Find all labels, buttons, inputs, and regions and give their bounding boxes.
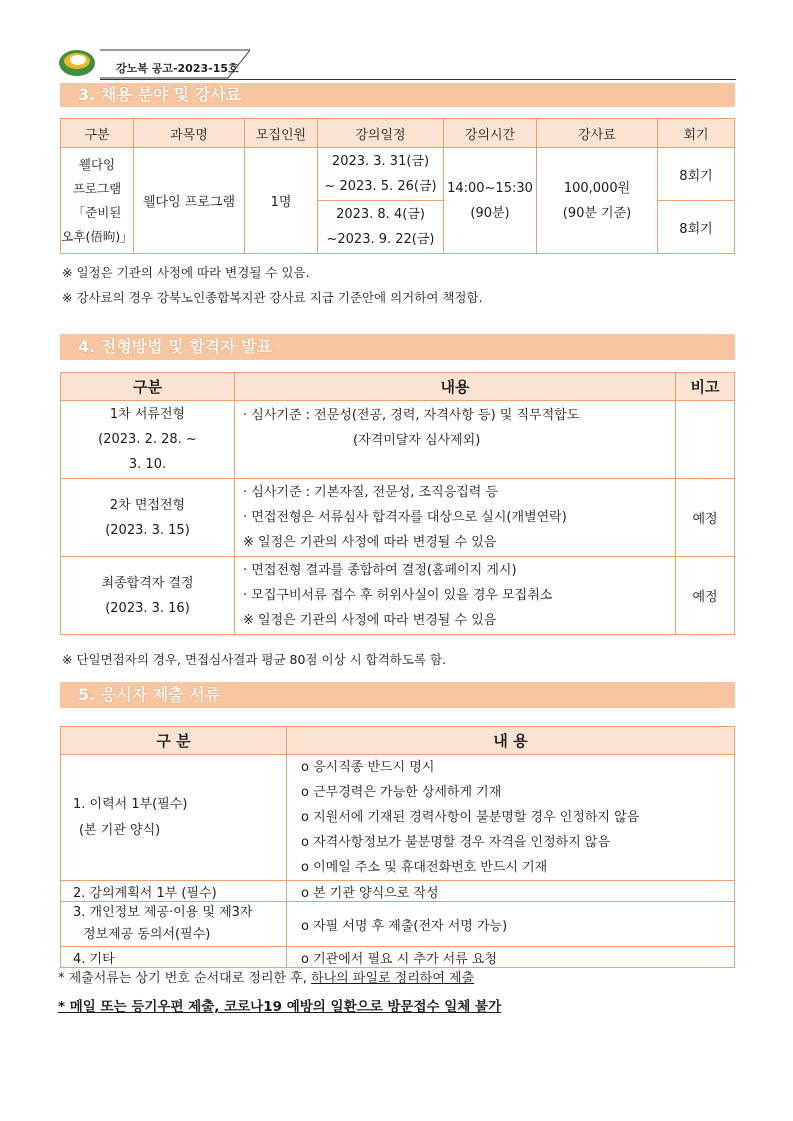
- schedule-cell: 2023. 3. 31(금) ~ 2023. 5. 26(금): [318, 148, 444, 201]
- fee-cell: 100,000원 (90분 기준): [537, 148, 658, 254]
- stage-cell: 최종합격자 결정 (2023. 3. 16): [61, 557, 235, 635]
- selection-table: [60, 372, 735, 635]
- category-cell: 웰다잉 프로그램 「준비된 오후(俉昫)」: [61, 148, 134, 254]
- section4-title-bar: [60, 334, 735, 360]
- col-header: 비고: [676, 373, 735, 401]
- remark-cell: 예정: [676, 557, 735, 635]
- col-header: 회기: [658, 119, 735, 148]
- section3-note: ※ 강사료의 경우 강북노인종합복지관 강사료 지급 기준안에 의거하여 책정함.: [62, 290, 483, 305]
- time-cell: 14:00~15:30 (90분): [444, 148, 537, 254]
- stage-cell: 1차 서류전형 (2023. 2. 28. ~ 3. 10.: [61, 401, 235, 479]
- documents-table: [60, 726, 735, 968]
- section3-title-bar: [60, 83, 735, 107]
- section5-note-underlined: 하나의 파일로 정리하여 제출: [311, 971, 475, 986]
- organization-logo: [57, 48, 97, 78]
- content-cell: · 심사기준 : 기본자질, 전문성, 조직응집력 등 · 면접전형은 서류심사 합격자를 대상으로 실시(개별연락) ※ 일정은 기관의 사정에 따라 변경될 수 있음: [235, 479, 676, 557]
- section4-note: ※ 단일면접자의 경우, 면접심사결과 평균 80점 이상 시 합격하도록 함.: [62, 652, 447, 667]
- section5-note-1: * 제출서류는 상기 번호 순서대로 정리한 후, 하나의 파일로 정리하여 제출: [58, 971, 475, 986]
- document-item-cell: 1. 이력서 1부(필수) (본 기관 양식): [61, 755, 287, 881]
- col-header: 구분: [61, 119, 134, 148]
- col-header: 강사료: [537, 119, 658, 148]
- col-header: 내 용: [287, 727, 735, 755]
- col-header: 강의일정: [318, 119, 444, 148]
- header-rule: [100, 79, 736, 80]
- content-cell: · 심사기준 : 전문성(전공, 경력, 자격사항 등) 및 직무적합도 (자격미달자 심사제외): [235, 401, 676, 479]
- col-header: 내용: [235, 373, 676, 401]
- document-item-cell: 2. 강의계획서 1부 (필수): [61, 881, 287, 902]
- recruitment-table: [60, 118, 735, 254]
- subject-cell: 웰다잉 프로그램: [134, 148, 245, 254]
- section4-title: 4. 전형방법 및 합격자 발표: [78, 337, 273, 356]
- col-header: 강의시간: [444, 119, 537, 148]
- remark-cell: [676, 401, 735, 479]
- stage-cell: 2차 면접전형 (2023. 3. 15): [61, 479, 235, 557]
- sessions-cell: 8회기: [658, 201, 735, 254]
- document-content-cell: o 기관에서 필요 시 추가 서류 요청: [287, 947, 735, 968]
- section3-note: ※ 일정은 기관의 사정에 따라 변경될 수 있음.: [62, 265, 310, 280]
- content-cell: · 면접전형 결과를 종합하여 결정(홈페이지 게시) · 모집구비서류 접수 후 허위사실이 있을 경우 모집취소 ※ 일정은 기관의 사정에 따라 변경될 수 있음: [235, 557, 676, 635]
- document-content-cell: o 자필 서명 후 제출(전자 서명 가능): [287, 902, 735, 947]
- document-item-cell: 4. 기타: [61, 947, 287, 968]
- sessions-cell: 8회기: [658, 148, 735, 201]
- col-header: 과목명: [134, 119, 245, 148]
- schedule-cell: 2023. 8. 4(금) ~2023. 9. 22(금): [318, 201, 444, 254]
- section5-note-2: * 메일 또는 등기우편 제출, 코로나19 예방의 일환으로 방문접수 일체 불가: [58, 999, 502, 1015]
- section3-title: 3. 채용 분야 및 강사료: [78, 85, 242, 104]
- document-content-cell: o 본 기관 양식으로 작성: [287, 881, 735, 902]
- col-header: 구분: [61, 373, 235, 401]
- document-content-cell: o 응시직종 반드시 명시 o 근무경력은 가능한 상세하게 기재 o 지원서에 기재된 경력사항이 불분명할 경우 인정하지 않음 o 자격사항정보가 불분명할 경우 자격을 인정하지 않음 o 이메일 주소 및 휴대전화번호 반드시 기재: [287, 755, 735, 881]
- col-header: 모집인원: [245, 119, 318, 148]
- count-cell: 1명: [245, 148, 318, 254]
- col-header: 구 분: [61, 727, 287, 755]
- document-item-cell: 3. 개인정보 제공·이용 및 제3자 정보제공 동의서(필수): [61, 902, 287, 947]
- section5-title-bar: [60, 682, 735, 708]
- remark-cell: 예정: [676, 479, 735, 557]
- notice-code: 강노복 공고-2023-15호: [116, 62, 239, 75]
- section5-title: 5. 응시자 제출 서류: [78, 685, 221, 704]
